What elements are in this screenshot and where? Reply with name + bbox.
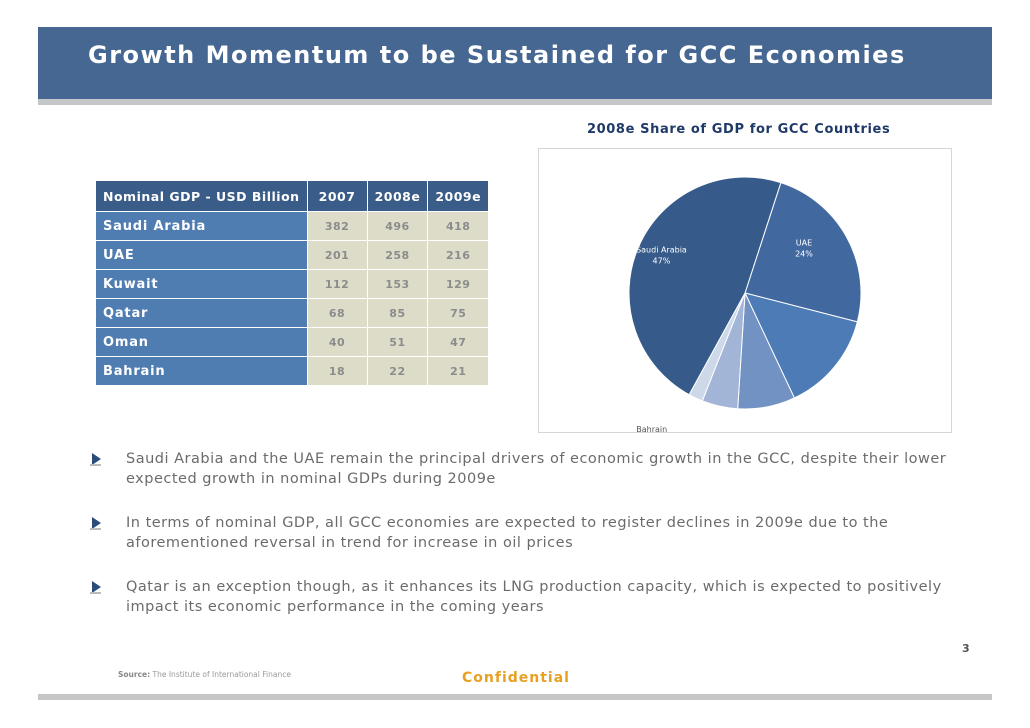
page-number: 3 bbox=[962, 642, 970, 655]
value-cell: 51 bbox=[367, 328, 428, 357]
country-cell: Qatar bbox=[96, 299, 308, 328]
table-header-cell: 2007 bbox=[307, 181, 367, 212]
confidential-label: Confidential bbox=[462, 670, 570, 686]
bullet-text: In terms of nominal GDP, all GCC economies are expected to register declines in 2009e due to the aforementioned reversal in trend for increase in oil prices bbox=[126, 515, 889, 551]
table-row bbox=[96, 328, 489, 357]
table-row bbox=[96, 270, 489, 299]
source-note bbox=[118, 670, 291, 679]
value-cell: 258 bbox=[367, 241, 428, 270]
table-header-cell: Nominal GDP - USD Billion bbox=[96, 181, 308, 212]
footer-divider bbox=[38, 694, 992, 700]
value-cell: 153 bbox=[367, 270, 428, 299]
bullet-text: Qatar is an exception though, as it enhances its LNG production capacity, which is expected to positively impact its economic performance in the coming years bbox=[126, 579, 942, 615]
value-cell: 129 bbox=[428, 270, 489, 299]
value-cell: 75 bbox=[428, 299, 489, 328]
country-cell: Kuwait bbox=[96, 270, 308, 299]
country-cell: Oman bbox=[96, 328, 308, 357]
bullet-list bbox=[88, 449, 948, 641]
pie-label-name: Bahrain bbox=[636, 424, 668, 432]
value-cell: 21 bbox=[428, 357, 489, 386]
table-header-cell: 2008e bbox=[367, 181, 428, 212]
source-text: The Institute of International Finance bbox=[152, 670, 291, 679]
pie-label-name: UAE bbox=[795, 238, 813, 248]
country-cell: Bahrain bbox=[96, 357, 308, 386]
arrow-bullet-icon bbox=[92, 517, 101, 529]
bullet-item bbox=[88, 513, 948, 553]
table-header-cell: 2009e bbox=[428, 181, 489, 212]
value-cell: 22 bbox=[367, 357, 428, 386]
pie-label-value: 8% bbox=[764, 423, 778, 432]
bullet-text: Saudi Arabia and the UAE remain the principal drivers of economic growth in the GCC, despite their lower expected growth in nominal GDPs during 2009e bbox=[126, 451, 947, 487]
value-cell: 68 bbox=[307, 299, 367, 328]
value-cell: 47 bbox=[428, 328, 489, 357]
country-cell: UAE bbox=[96, 241, 308, 270]
pie-label-name: Qatar bbox=[759, 412, 782, 422]
value-cell: 85 bbox=[367, 299, 428, 328]
value-cell: 201 bbox=[307, 241, 367, 270]
title-bar bbox=[38, 27, 992, 99]
value-cell: 496 bbox=[367, 212, 428, 241]
table-header-row bbox=[96, 181, 489, 212]
pie-label-name: Kuwait bbox=[844, 372, 871, 382]
arrow-bullet-icon bbox=[92, 581, 101, 593]
bullet-item bbox=[88, 449, 948, 489]
pie-label-name: Saudi Arabia bbox=[636, 245, 687, 255]
source-label: Source: bbox=[118, 670, 151, 679]
title-divider bbox=[38, 99, 992, 105]
table-row bbox=[96, 212, 489, 241]
table-row bbox=[96, 241, 489, 270]
value-cell: 216 bbox=[428, 241, 489, 270]
chart-title: 2008e Share of GDP for GCC Countries bbox=[587, 122, 891, 137]
table-row bbox=[96, 299, 489, 328]
slide-title: Growth Momentum to be Sustained for GCC Economies bbox=[88, 41, 906, 69]
table-row bbox=[96, 357, 489, 386]
pie-label-value: 24% bbox=[795, 249, 813, 259]
pie-chart-box bbox=[538, 148, 952, 433]
value-cell: 382 bbox=[307, 212, 367, 241]
value-cell: 418 bbox=[428, 212, 489, 241]
value-cell: 112 bbox=[307, 270, 367, 299]
value-cell: 18 bbox=[307, 357, 367, 386]
pie-label-value: 14% bbox=[848, 383, 867, 393]
gdp-table bbox=[95, 180, 489, 386]
bullet-item bbox=[88, 577, 948, 617]
country-cell: Saudi Arabia bbox=[96, 212, 308, 241]
pie-chart bbox=[539, 149, 951, 432]
value-cell: 40 bbox=[307, 328, 367, 357]
pie-label-value: 47% bbox=[652, 256, 671, 266]
arrow-bullet-icon bbox=[92, 453, 101, 465]
